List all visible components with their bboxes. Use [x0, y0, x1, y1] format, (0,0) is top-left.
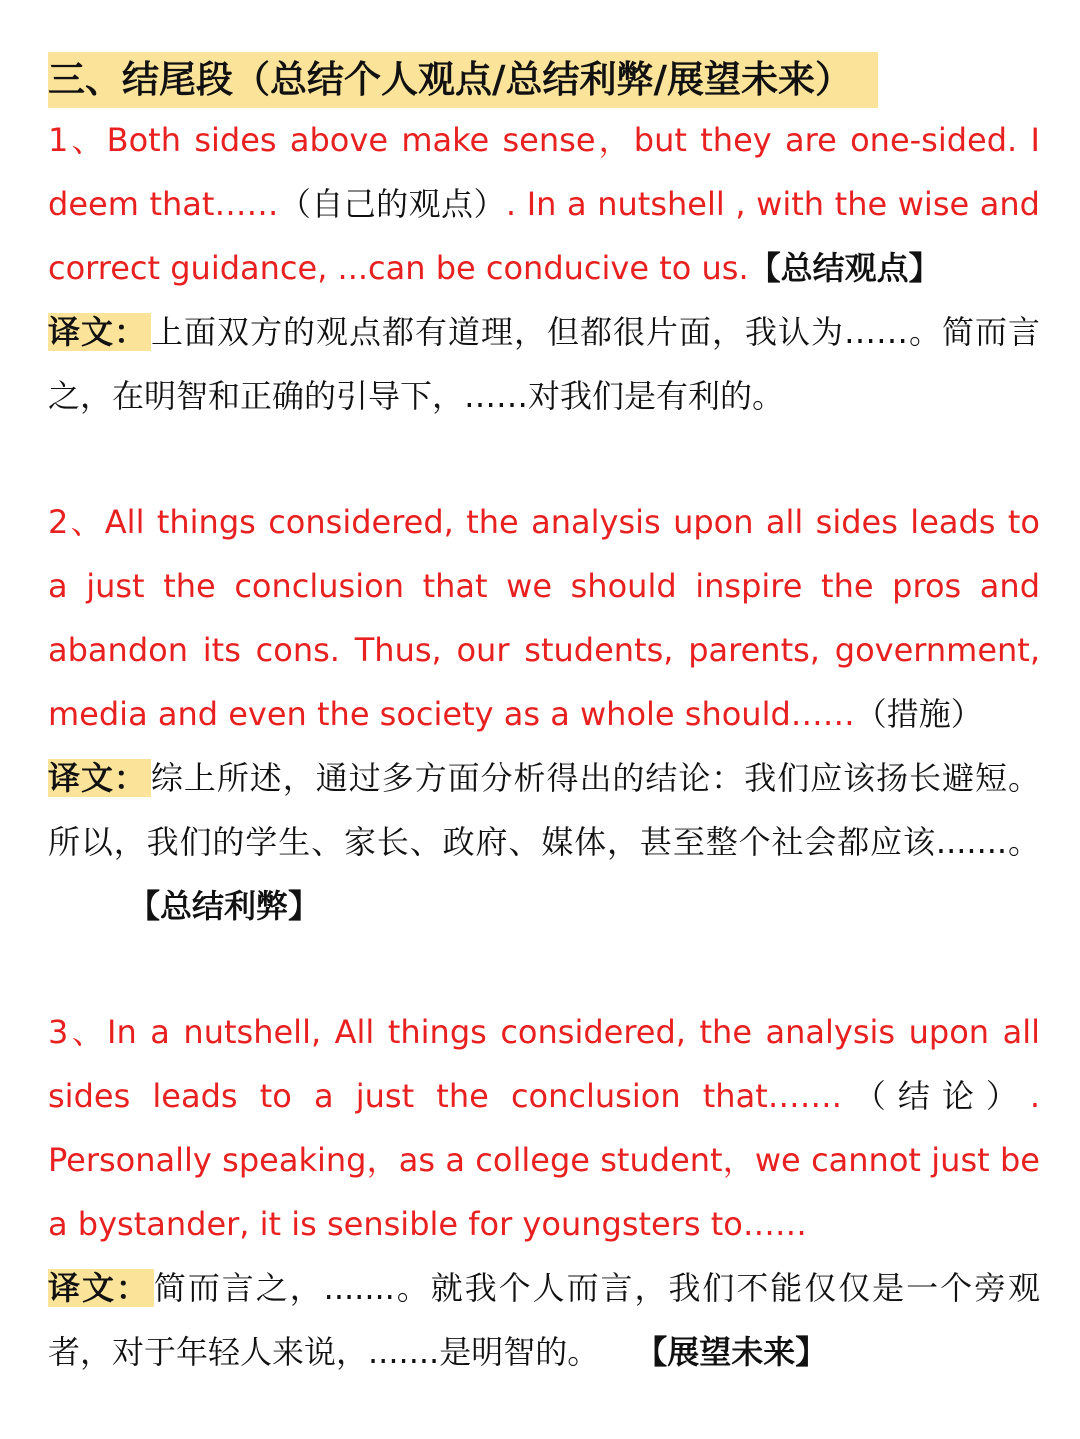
translation-text: 简而言之，.......。就我个人而言，我们不能仅仅是一个旁观者，对于年轻人来说，.......是明智的。 [48, 1269, 1040, 1371]
translation-text: 综上所述，通过多方面分析得出的结论：我们应该扬长避短。所以，我们的学生、家长、政府、媒体，甚至整个社会都应该.......。 [48, 759, 1040, 861]
section-tag: 【总结利弊】 [128, 887, 321, 925]
section-summary-pros-cons [48, 490, 1040, 938]
english-paragraph [48, 1000, 1040, 1256]
chinese-inline-note: （结论） [841, 1077, 1030, 1115]
english-text: . Personally speaking，as a college student，we cannot just be a bystander, it is sensible for youngsters to…… [48, 1077, 1040, 1243]
chinese-inline-note: （措施） [854, 695, 983, 733]
section-tag: 【总结观点】 [748, 249, 941, 287]
english-text: 2、All things considered, the analysis upon all sides leads to a just the conclusion that we should inspire the pros and abandon its cons. Thus, our students, parents, government, media and even the society as a whole should…… [48, 503, 1040, 733]
section-title: 三、结尾段（总结个人观点/总结利弊/展望未来） [48, 52, 878, 108]
section-summary-opinion [48, 108, 1040, 428]
english-paragraph [48, 108, 1040, 300]
translation-label: 译文： [48, 313, 151, 351]
english-text: . In a nutshell , with the wise and correct guidance, ...can be conducive to us. [48, 185, 1040, 287]
english-text: 1、Both sides above make sense，but they are one-sided. I deem that…… [48, 121, 1040, 223]
spacer [48, 428, 1040, 490]
section-future-outlook [48, 1000, 1040, 1384]
spacer [48, 938, 1040, 1000]
english-paragraph [48, 490, 1040, 746]
translation-text: 上面双方的观点都有道理，但都很片面，我认为……。简而言之，在明智和正确的引导下，……对我们是有利的。 [48, 313, 1040, 415]
english-text: 3、In a nutshell, All things considered, the analysis upon all sides leads to a just the conclusion that……. [48, 1013, 1040, 1115]
section-tag: 【展望未来】 [635, 1333, 828, 1371]
chinese-inline-note: （自己的观点） [278, 185, 506, 223]
document-page [48, 52, 1040, 1384]
translation-paragraph [48, 300, 1040, 428]
translation-label: 译文： [48, 759, 151, 797]
translation-paragraph [48, 746, 1040, 938]
translation-label: 译文： [48, 1269, 154, 1307]
translation-paragraph [48, 1256, 1040, 1384]
